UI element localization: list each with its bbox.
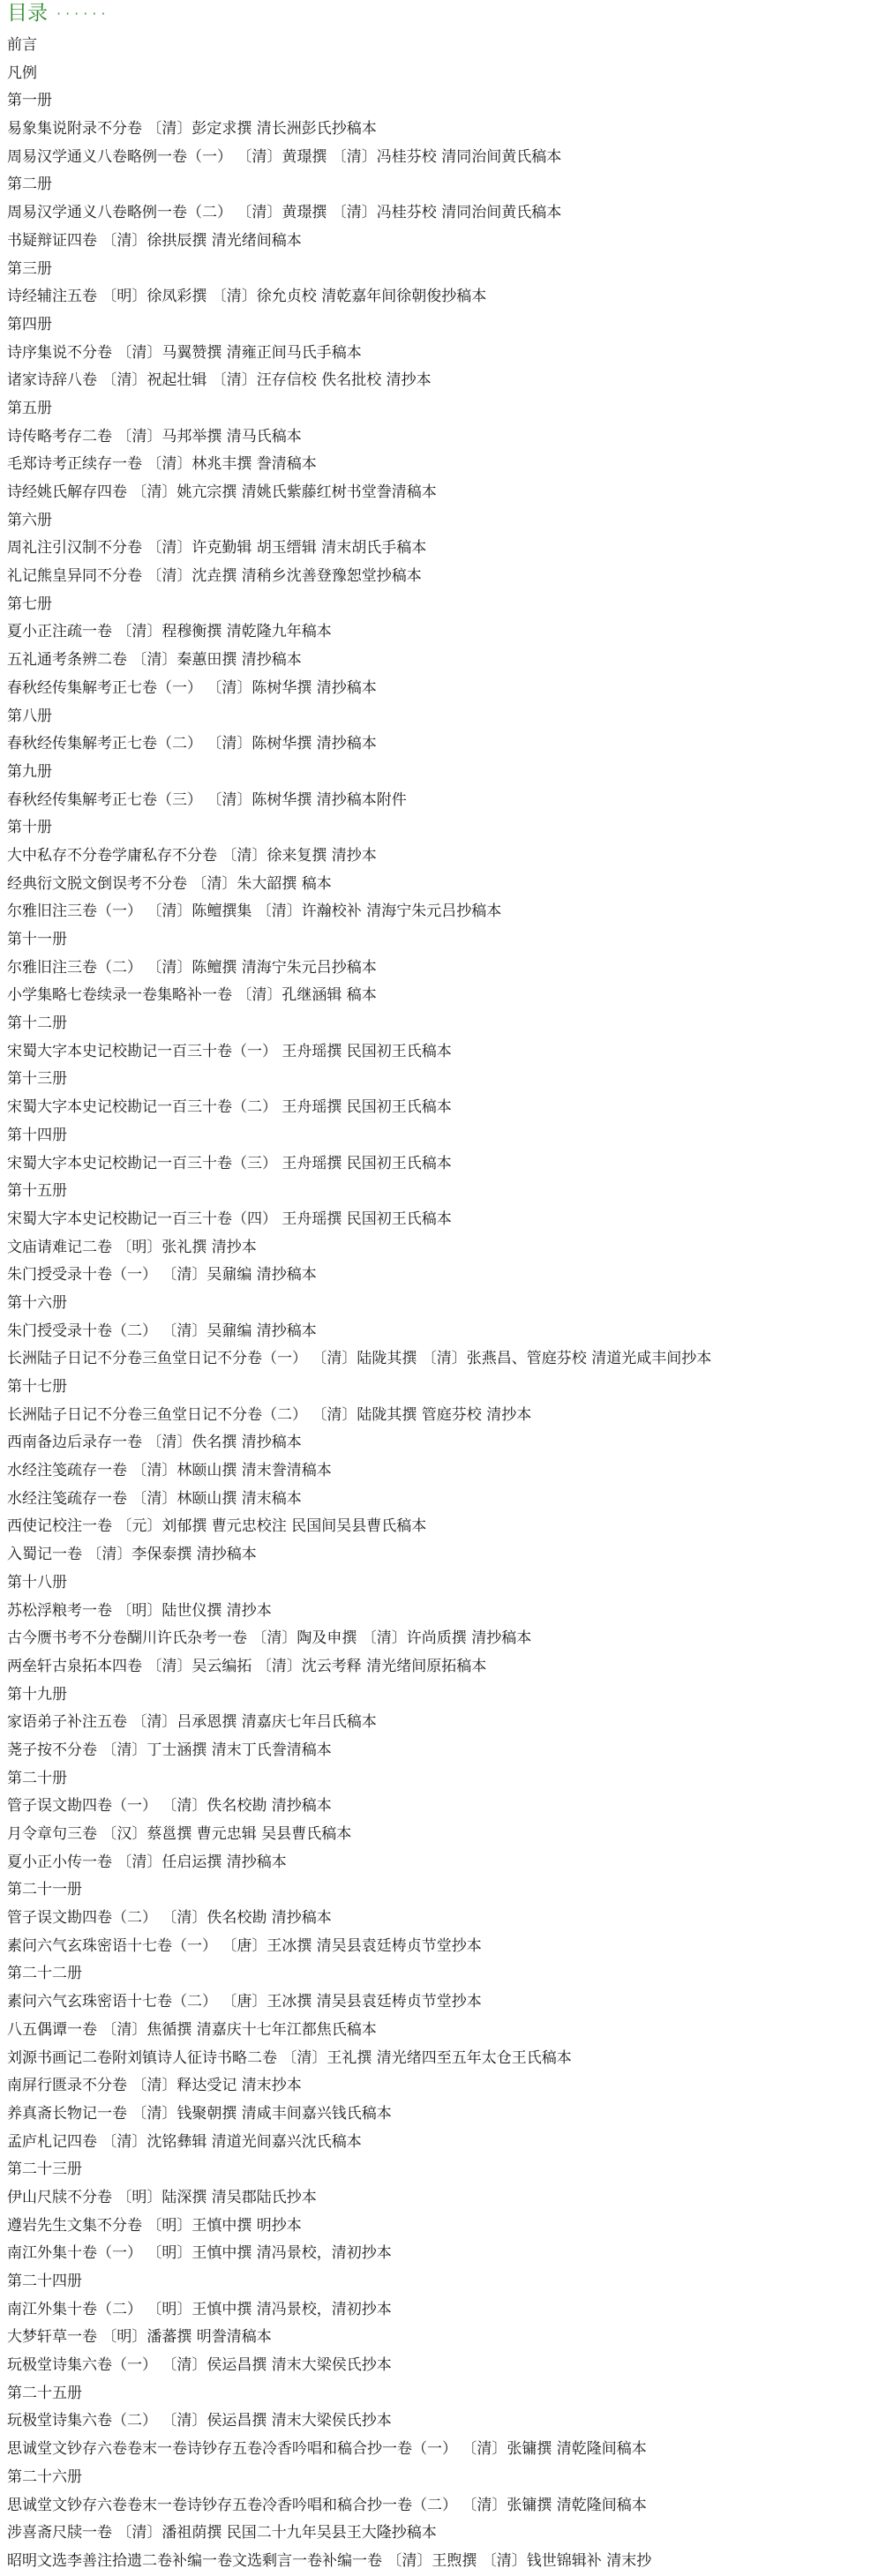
toc-section-label: 第二十册 bbox=[7, 1769, 67, 1787]
toc-entry: 夏小正注疏一卷 〔清〕程穆衡撰 清乾隆九年稿本 bbox=[7, 623, 332, 641]
toc-heading bbox=[7, 0, 110, 27]
toc-entry: 小学集略七卷续录一卷集略补一卷 〔清〕孔继涵辑 稿本 bbox=[7, 986, 377, 1005]
toc-title-dots: ······ bbox=[56, 5, 110, 22]
toc-entry: 伊山尺牍不分卷 〔明〕陆深撰 清吴郡陆氏抄本 bbox=[7, 2188, 317, 2206]
toc-section-label: 第二十六册 bbox=[7, 2467, 82, 2486]
toc-entry: 八五偶谭一卷 〔清〕焦循撰 清嘉庆十七年江都焦氏稿本 bbox=[7, 2020, 377, 2039]
toc-entry: 养真斋长物记一卷 〔清〕钱聚朝撰 清咸丰间嘉兴钱氏稿本 bbox=[7, 2104, 392, 2123]
toc-entry: 周易汉学通义八卷略例一卷（二） 〔清〕黄璟撰 〔清〕冯桂芬校 清同治间黄氏稿本 bbox=[7, 204, 562, 222]
toc-title: 目录 bbox=[7, 2, 48, 25]
toc-entry: 大梦轩草一卷 〔明〕潘蕃撰 明誊清稿本 bbox=[7, 2328, 272, 2347]
toc-entry: 诗传略考存二卷 〔清〕马邦举撰 清马氏稿本 bbox=[7, 427, 302, 446]
toc-entry: 西南备边后录存一卷 〔清〕佚名撰 清抄稿本 bbox=[7, 1434, 302, 1452]
toc-entry: 西使记校注一卷 〔元〕刘郁撰 曹元忠校注 民国间吴县曹氏稿本 bbox=[7, 1517, 427, 1536]
toc-entry: 夏小正小传一卷 〔清〕任启运撰 清抄稿本 bbox=[7, 1853, 287, 1871]
toc-entry: 礼记熊皇异同不分卷 〔清〕沈垚撰 清稍乡沈善登豫恕堂抄稿本 bbox=[7, 567, 422, 586]
toc-entry: 思诚堂文钞存六卷卷末一卷诗钞存五卷冷香吟唱和稿合抄一卷（二） 〔清〕张镛撰 清乾隆间稿本 bbox=[7, 2496, 647, 2514]
toc-section-label: 第十八册 bbox=[7, 1573, 67, 1591]
toc-entry: 宋蜀大字本史记校勘记一百三十卷（四） 王舟瑶撰 民国初王氏稿本 bbox=[7, 1209, 452, 1228]
toc-section-label: 第二十二册 bbox=[7, 1965, 82, 1983]
toc-entry: 易象集说附录不分卷 〔清〕彭定求撰 清长洲彭氏抄稿本 bbox=[7, 120, 377, 139]
toc-entry: 南江外集十卷（二） 〔明〕王慎中撰 清冯景校，清初抄本 bbox=[7, 2300, 392, 2318]
toc-entry: 遵岩先生文集不分卷 〔明〕王慎中撰 明抄本 bbox=[7, 2216, 302, 2235]
toc-entry: 诗经姚氏解存四卷 〔清〕姚亢宗撰 清姚氏紫藤红树书堂誊清稿本 bbox=[7, 483, 437, 501]
toc-section-label: 第二册 bbox=[7, 176, 52, 194]
toc-entry: 两垒轩古泉拓本四卷 〔清〕吴云编拓 〔清〕沈云考释 清光绪间原拓稿本 bbox=[7, 1657, 487, 1675]
toc-section-label: 第六册 bbox=[7, 511, 52, 529]
toc-entry: 五礼通考条辨二卷 〔清〕秦蕙田撰 清抄稿本 bbox=[7, 651, 302, 670]
toc-entry: 宋蜀大字本史记校勘记一百三十卷（二） 王舟瑶撰 民国初王氏稿本 bbox=[7, 1098, 452, 1117]
toc-section-label: 第三册 bbox=[7, 259, 52, 278]
toc-entry: 孟庐札记四卷 〔清〕沈铭彝辑 清道光间嘉兴沈氏稿本 bbox=[7, 2132, 362, 2151]
toc-entry: 素问六气玄珠密语十七卷（二） 〔唐〕王冰撰 清吴县袁廷梼贞节堂抄本 bbox=[7, 1993, 482, 2011]
toc-section-label: 第七册 bbox=[7, 595, 52, 613]
toc-entry: 诗序集说不分卷 〔清〕马翼赞撰 清雍正间马氏手稿本 bbox=[7, 343, 362, 362]
toc-entry: 水经注笺疏存一卷 〔清〕林颐山撰 清末誊清稿本 bbox=[7, 1462, 332, 1480]
toc-section-label: 第十三册 bbox=[7, 1070, 67, 1089]
toc-entry: 长洲陆子日记不分卷三鱼堂日记不分卷（一） 〔清〕陆陇其撰 〔清〕张燕昌、管庭芬校 清道光咸丰间抄本 bbox=[7, 1350, 712, 1368]
toc-entry: 荛子按不分卷 〔清〕丁士涵撰 清末丁氏誊清稿本 bbox=[7, 1741, 332, 1759]
toc-section-label: 第十六册 bbox=[7, 1293, 67, 1312]
toc-section-label: 前言 bbox=[7, 36, 37, 54]
toc-section-label: 第四册 bbox=[7, 315, 52, 333]
toc-section-label: 第五册 bbox=[7, 399, 52, 417]
toc-entry: 春秋经传集解考正七卷（一） 〔清〕陈树华撰 清抄稿本 bbox=[7, 678, 377, 697]
toc-entry: 春秋经传集解考正七卷（三） 〔清〕陈树华撰 清抄稿本附件 bbox=[7, 790, 407, 809]
toc-entry: 入蜀记一卷 〔清〕李保泰撰 清抄稿本 bbox=[7, 1546, 257, 1564]
toc-entry: 尔雅旧注三卷（二） 〔清〕陈鳣撰 清海宁朱元吕抄稿本 bbox=[7, 958, 377, 977]
toc-entry: 周礼注引汉制不分卷 〔清〕许克勤辑 胡玉缙辑 清末胡氏手稿本 bbox=[7, 539, 427, 558]
toc-section-label: 第十五册 bbox=[7, 1182, 67, 1201]
toc-section-label: 第十九册 bbox=[7, 1685, 67, 1704]
toc-section-label: 第二十一册 bbox=[7, 1881, 82, 1899]
toc-section-label: 凡例 bbox=[7, 64, 37, 82]
toc-entry: 大中私存不分卷学庸私存不分卷 〔清〕徐来复撰 清抄本 bbox=[7, 846, 377, 865]
toc-entry: 文庙请难记二卷 〔明〕张礼撰 清抄本 bbox=[7, 1238, 257, 1256]
toc-entry: 古今赝书考不分卷醐川许氏杂考一卷 〔清〕陶及申撰 〔清〕许尚质撰 清抄稿本 bbox=[7, 1629, 532, 1648]
toc-entry: 水经注笺疏存一卷 〔清〕林颐山撰 清末稿本 bbox=[7, 1489, 302, 1508]
toc-section-label: 第九册 bbox=[7, 762, 52, 781]
toc-section-label: 第二十四册 bbox=[7, 2273, 82, 2290]
toc-entry: 诗经辅注五卷 〔明〕徐凤彩撰 〔清〕徐允贞校 清乾嘉年间徐朝俊抄稿本 bbox=[7, 288, 487, 306]
toc-entry: 管子误文勘四卷（一） 〔清〕佚名校勘 清抄稿本 bbox=[7, 1797, 332, 1816]
toc-entry: 南屏行匮录不分卷 〔清〕释达受记 清末抄本 bbox=[7, 2077, 302, 2095]
toc-entry: 玩极堂诗集六卷（一） 〔清〕侯运昌撰 清末大梁侯氏抄本 bbox=[7, 2356, 392, 2375]
toc-section-label: 第一册 bbox=[7, 92, 52, 110]
toc-entry: 涉喜斋尺牍一卷 〔清〕潘祖荫撰 民国二十九年吴县王大隆抄稿本 bbox=[7, 2524, 437, 2542]
toc-entry: 月令章句三卷 〔汉〕蔡邕撰 曹元忠辑 吴县曹氏稿本 bbox=[7, 1825, 352, 1843]
toc-entry: 玩极堂诗集六卷（二） 〔清〕侯运昌撰 清末大梁侯氏抄本 bbox=[7, 2412, 392, 2430]
toc-entry: 宋蜀大字本史记校勘记一百三十卷（三） 王舟瑶撰 民国初王氏稿本 bbox=[7, 1154, 452, 1172]
toc-entry: 毛郑诗考正续存一卷 〔清〕林兆丰撰 誊清稿本 bbox=[7, 455, 317, 474]
toc-list bbox=[7, 32, 867, 2576]
toc-section-label: 第十七册 bbox=[7, 1378, 67, 1396]
toc-entry: 诸家诗辞八卷 〔清〕祝起壮辑 〔清〕汪存信校 佚名批校 清抄本 bbox=[7, 371, 432, 390]
toc-entry: 经典衍文脱文倒误考不分卷 〔清〕朱大韶撰 稿本 bbox=[7, 874, 332, 893]
toc-entry: 周易汉学通义八卷略例一卷（一） 〔清〕黄璟撰 〔清〕冯桂芬校 清同治间黄氏稿本 bbox=[7, 147, 562, 166]
toc-section-label: 第十四册 bbox=[7, 1126, 67, 1144]
toc-entry: 长洲陆子日记不分卷三鱼堂日记不分卷（二） 〔清〕陆陇其撰 管庭芬校 清抄本 bbox=[7, 1405, 532, 1424]
toc-entry: 朱门授受录十卷（二） 〔清〕吴鼐编 清抄稿本 bbox=[7, 1322, 317, 1340]
toc-entry: 春秋经传集解考正七卷（二） 〔清〕陈树华撰 清抄稿本 bbox=[7, 735, 377, 753]
toc-entry: 家语弟子补注五卷 〔清〕吕承恩撰 清嘉庆七年吕氏稿本 bbox=[7, 1713, 377, 1732]
toc-entry: 尔雅旧注三卷（一） 〔清〕陈鳣撰集 〔清〕许瀚校补 清海宁朱元吕抄稿本 bbox=[7, 902, 502, 921]
toc-section-label: 第八册 bbox=[7, 707, 52, 725]
toc-entry: 素问六气玄珠密语十七卷（一） 〔唐〕王冰撰 清吴县袁廷梼贞节堂抄本 bbox=[7, 1936, 482, 1955]
toc-entry: 宋蜀大字本史记校勘记一百三十卷（一） 王舟瑶撰 民国初王氏稿本 bbox=[7, 1042, 452, 1060]
toc-section-label: 第二十三册 bbox=[7, 2160, 82, 2179]
toc-entry: 南江外集十卷（一） 〔明〕王慎中撰 清冯景校，清初抄本 bbox=[7, 2244, 392, 2263]
toc-entry: 昭明文选李善注拾遗二卷补编一卷文选剩言一卷补编一卷 〔清〕王煦撰 〔清〕钱世锦辑补 清末抄 bbox=[7, 2551, 652, 2570]
toc-section-label: 第十册 bbox=[7, 819, 52, 837]
toc-section-label: 第二十五册 bbox=[7, 2384, 82, 2402]
toc-entry: 朱门授受录十卷（一） 〔清〕吴鼐编 清抄稿本 bbox=[7, 1266, 317, 1284]
toc-section-label: 第十一册 bbox=[7, 931, 67, 948]
toc-section-label: 第十二册 bbox=[7, 1015, 67, 1033]
toc-entry: 苏松浮粮考一卷 〔明〕陆世仪撰 清抄本 bbox=[7, 1601, 272, 1620]
toc-entry: 书疑辩证四卷 〔清〕徐拱辰撰 清光绪间稿本 bbox=[7, 231, 302, 250]
toc-entry: 管子误文勘四卷（二） 〔清〕佚名校勘 清抄稿本 bbox=[7, 1909, 332, 1928]
toc-entry: 刘源书画记二卷附刘镇诗人征诗书略二卷 〔清〕王礼撰 清光绪四至五年太仓王氏稿本 bbox=[7, 2048, 572, 2067]
toc-entry: 思诚堂文钞存六卷卷末一卷诗钞存五卷冷香吟唱和稿合抄一卷（一） 〔清〕张镛撰 清乾隆间稿本 bbox=[7, 2440, 647, 2459]
